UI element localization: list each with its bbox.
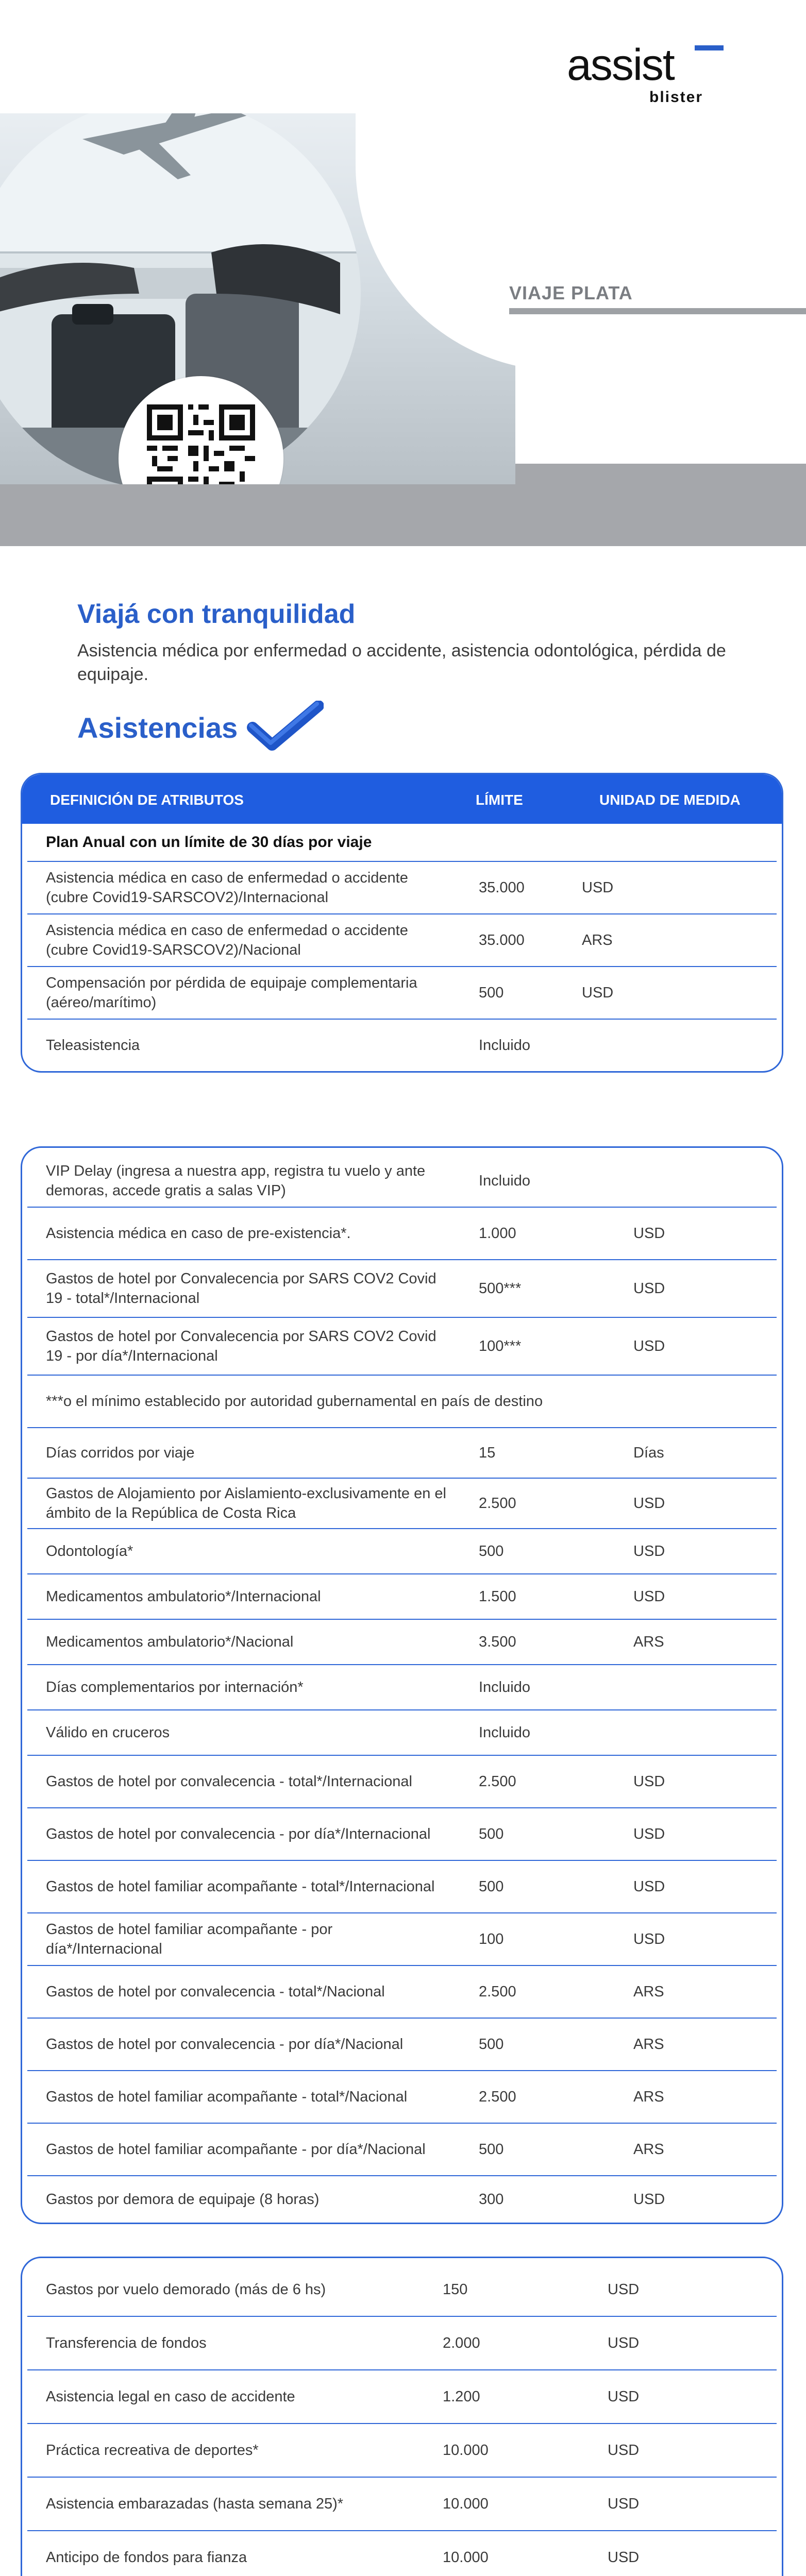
limit-cell: 500 <box>479 2141 504 2158</box>
table-row <box>27 2531 777 2576</box>
table-subheader <box>27 824 777 862</box>
limit-cell: 3.500 <box>479 1634 516 1650</box>
hero-banner <box>0 0 806 546</box>
table-row <box>27 1966 777 2019</box>
checkmark-icon <box>246 701 324 752</box>
unit-cell: USD <box>582 879 614 896</box>
limit-cell: 35.000 <box>479 879 525 896</box>
unit-cell: ARS <box>633 2036 664 2053</box>
table-row <box>27 2071 777 2124</box>
limit-cell: 35.000 <box>479 932 525 948</box>
table-row <box>27 1208 777 1260</box>
table-row <box>27 967 777 1020</box>
table-row <box>27 1756 777 1808</box>
brand-logo <box>567 41 737 108</box>
intro-description: Asistencia médica por enfermedad o accidente, asistencia odontológica, pérdida de equipaje. <box>77 641 726 684</box>
qr-code-icon <box>147 404 255 484</box>
table-row <box>27 1428 777 1479</box>
attribute-cell: Medicamentos ambulatorio*/Internacional <box>46 1588 321 1605</box>
attribute-cell: Gastos de hotel familiar acompañante - por día*/Nacional <box>46 2141 426 2158</box>
unit-cell: ARS <box>633 1634 664 1650</box>
attribute-cell: Compensación por pérdida de equipaje complementaria (aéreo/marítimo) <box>46 975 417 1011</box>
plan-underline <box>509 308 806 314</box>
unit-cell: USD <box>633 1225 665 1242</box>
coverage-table-1 <box>21 773 783 1073</box>
unit-cell: ARS <box>633 1984 664 2000</box>
table-row <box>27 1020 777 1071</box>
attribute-cell: Anticipo de fondos para fianza <box>46 2549 247 2566</box>
table-row <box>27 1574 777 1620</box>
attribute-cell: VIP Delay (ingresa a nuestra app, registra tu vuelo y ante demoras, accede gratis a salas VIP) <box>46 1163 426 1199</box>
table-row <box>27 1710 777 1756</box>
table-row <box>27 1808 777 1861</box>
table-row <box>27 1376 777 1428</box>
attribute-cell: Asistencia médica en caso de enfermedad o accidente (cubre Covid19-SARSCOV2)/Nacional <box>46 922 408 958</box>
unit-cell: USD <box>633 1495 665 1512</box>
table-row <box>27 1479 777 1529</box>
unit-cell: USD <box>608 2335 640 2351</box>
limit-cell: 500 <box>479 1826 504 1842</box>
limit-cell: 150 <box>443 2281 468 2298</box>
table-row <box>27 2263 777 2317</box>
asistencias-title: Asistencias <box>77 711 238 744</box>
table1-rows <box>22 862 782 1071</box>
unit-cell: USD <box>633 1773 665 1790</box>
attribute-cell: Asistencia embarazadas (hasta semana 25)* <box>46 2496 344 2512</box>
table-row <box>27 1318 777 1376</box>
attribute-cell: Gastos por demora de equipaje (8 horas) <box>46 2191 320 2208</box>
limit-cell: 1.200 <box>443 2388 480 2405</box>
attribute-cell: Gastos de hotel por convalecencia - total*/Internacional <box>46 1773 412 1790</box>
table-row <box>27 1529 777 1574</box>
attribute-cell: Asistencia médica en caso de enfermedad o accidente (cubre Covid19-SARSCOV2)/Internacional <box>46 870 408 906</box>
table-row <box>27 1260 777 1318</box>
header-unit: UNIDAD DE MEDIDA <box>599 792 741 808</box>
attribute-cell: Gastos de hotel por convalecencia - total*/Nacional <box>46 1984 385 2000</box>
unit-cell: USD <box>633 1543 665 1560</box>
table-row <box>27 1861 777 1913</box>
attribute-cell: Transferencia de fondos <box>46 2335 207 2351</box>
table-row <box>27 2317 777 2370</box>
attribute-cell: Gastos por vuelo demorado (más de 6 hs) <box>46 2281 326 2298</box>
attribute-cell: Gastos de hotel familiar acompañante - total*/Internacional <box>46 1878 435 1895</box>
unit-cell: USD <box>633 1931 665 1947</box>
limit-cell: 500*** <box>479 1280 522 1297</box>
unit-cell: USD <box>608 2442 640 2459</box>
brand-logo-sub: blister <box>649 89 703 106</box>
limit-cell: 500 <box>479 985 504 1001</box>
limit-cell: 2.500 <box>479 2089 516 2105</box>
table-row <box>27 1913 777 1966</box>
attribute-cell: Gastos de hotel familiar acompañante - total*/Nacional <box>46 2089 408 2105</box>
limit-cell: 10.000 <box>443 2496 489 2512</box>
limit-cell: 1.500 <box>479 1588 516 1605</box>
table-row <box>27 1155 777 1208</box>
unit-cell: USD <box>633 2191 665 2208</box>
limit-cell: 2.500 <box>479 1495 516 1512</box>
limit-cell: 500 <box>479 1878 504 1895</box>
limit-cell: 100 <box>479 1931 504 1947</box>
limit-cell: Incluido <box>479 1037 530 1054</box>
unit-cell: USD <box>582 985 614 1001</box>
attribute-cell: Gastos de hotel por Convalecencia por SARS COV2 Covid 19 - total*/Internacional <box>46 1270 436 1307</box>
limit-cell: 2.500 <box>479 1773 516 1790</box>
unit-cell: ARS <box>633 2089 664 2105</box>
attribute-cell: Gastos de hotel por Convalecencia por SARS COV2 Covid 19 - por día*/Internacional <box>46 1328 436 1364</box>
unit-cell: ARS <box>633 2141 664 2158</box>
limit-cell: Incluido <box>479 1724 530 1741</box>
table-row <box>27 2019 777 2071</box>
unit-cell: Días <box>633 1445 664 1461</box>
limit-cell: 100*** <box>479 1338 522 1354</box>
attribute-cell: Asistencia médica en caso de pre-existencia*. <box>46 1225 351 1242</box>
limit-cell: 10.000 <box>443 2442 489 2459</box>
attribute-cell: Asistencia legal en caso de accidente <box>46 2388 295 2405</box>
limit-cell: 300 <box>479 2191 504 2208</box>
attribute-cell: Gastos de hotel por convalecencia - por día*/Nacional <box>46 2036 404 2053</box>
intro-title: Viajá con tranquilidad <box>77 599 356 629</box>
unit-cell: USD <box>608 2549 640 2566</box>
table-row <box>27 2478 777 2531</box>
limit-cell: 2.000 <box>443 2335 480 2351</box>
table-row <box>27 862 777 914</box>
limit-cell: 15 <box>479 1445 496 1461</box>
table-row <box>27 2370 777 2424</box>
brand-logo-word: assist <box>567 41 674 90</box>
table-row <box>27 2424 777 2478</box>
unit-cell: USD <box>608 2281 640 2298</box>
attribute-cell: Gastos de hotel familiar acompañante - por día*/Internacional <box>46 1921 333 1957</box>
unit-cell: USD <box>608 2496 640 2512</box>
plan-subheader: Plan Anual con un límite de 30 días por viaje <box>46 834 372 851</box>
attribute-cell: ***o el mínimo establecido por autoridad gubernamental en país de destino <box>46 1393 543 1410</box>
limit-cell: 10.000 <box>443 2549 489 2566</box>
table-row <box>27 1620 777 1665</box>
coverage-table-2 <box>21 1146 783 2224</box>
attribute-cell: Gastos de hotel por convalecencia - por día*/Internacional <box>46 1826 431 1842</box>
attribute-cell: Días corridos por viaje <box>46 1445 195 1461</box>
unit-cell: USD <box>633 1338 665 1354</box>
limit-cell: Incluido <box>479 1679 530 1696</box>
attribute-cell: Práctica recreativa de deportes* <box>46 2442 259 2459</box>
limit-cell: 500 <box>479 2036 504 2053</box>
unit-cell: USD <box>633 1878 665 1895</box>
table3-rows <box>22 2263 782 2576</box>
header-attributes: DEFINICIÓN DE ATRIBUTOS <box>50 792 244 808</box>
table-row <box>27 2124 777 2176</box>
unit-cell: USD <box>608 2388 640 2405</box>
attribute-cell: Teleasistencia <box>46 1037 140 1054</box>
attribute-cell: Gastos de Alojamiento por Aislamiento-exclusivamente en el ámbito de la República de Costa Rica <box>46 1485 446 1521</box>
table2-rows <box>22 1155 782 2223</box>
limit-cell: 1.000 <box>479 1225 516 1242</box>
attribute-cell: Medicamentos ambulatorio*/Nacional <box>46 1634 294 1650</box>
unit-cell: USD <box>633 1588 665 1605</box>
coverage-table-3 <box>21 2257 783 2576</box>
limit-cell: 500 <box>479 1543 504 1560</box>
unit-cell: USD <box>633 1280 665 1297</box>
table-row <box>27 2176 777 2223</box>
table-header <box>22 774 782 824</box>
attribute-cell: Días complementarios por internación* <box>46 1679 304 1696</box>
plan-label: VIAJE PLATA <box>509 282 633 303</box>
unit-cell: ARS <box>582 932 613 948</box>
table-row <box>27 1665 777 1710</box>
limit-cell: 2.500 <box>479 1984 516 2000</box>
unit-cell: USD <box>633 1826 665 1842</box>
limit-cell: Incluido <box>479 1173 530 1189</box>
table-row <box>27 914 777 967</box>
attribute-cell: Odontología* <box>46 1543 133 1560</box>
attribute-cell: Válido en cruceros <box>46 1724 170 1741</box>
header-limit: LÍMITE <box>476 792 523 808</box>
